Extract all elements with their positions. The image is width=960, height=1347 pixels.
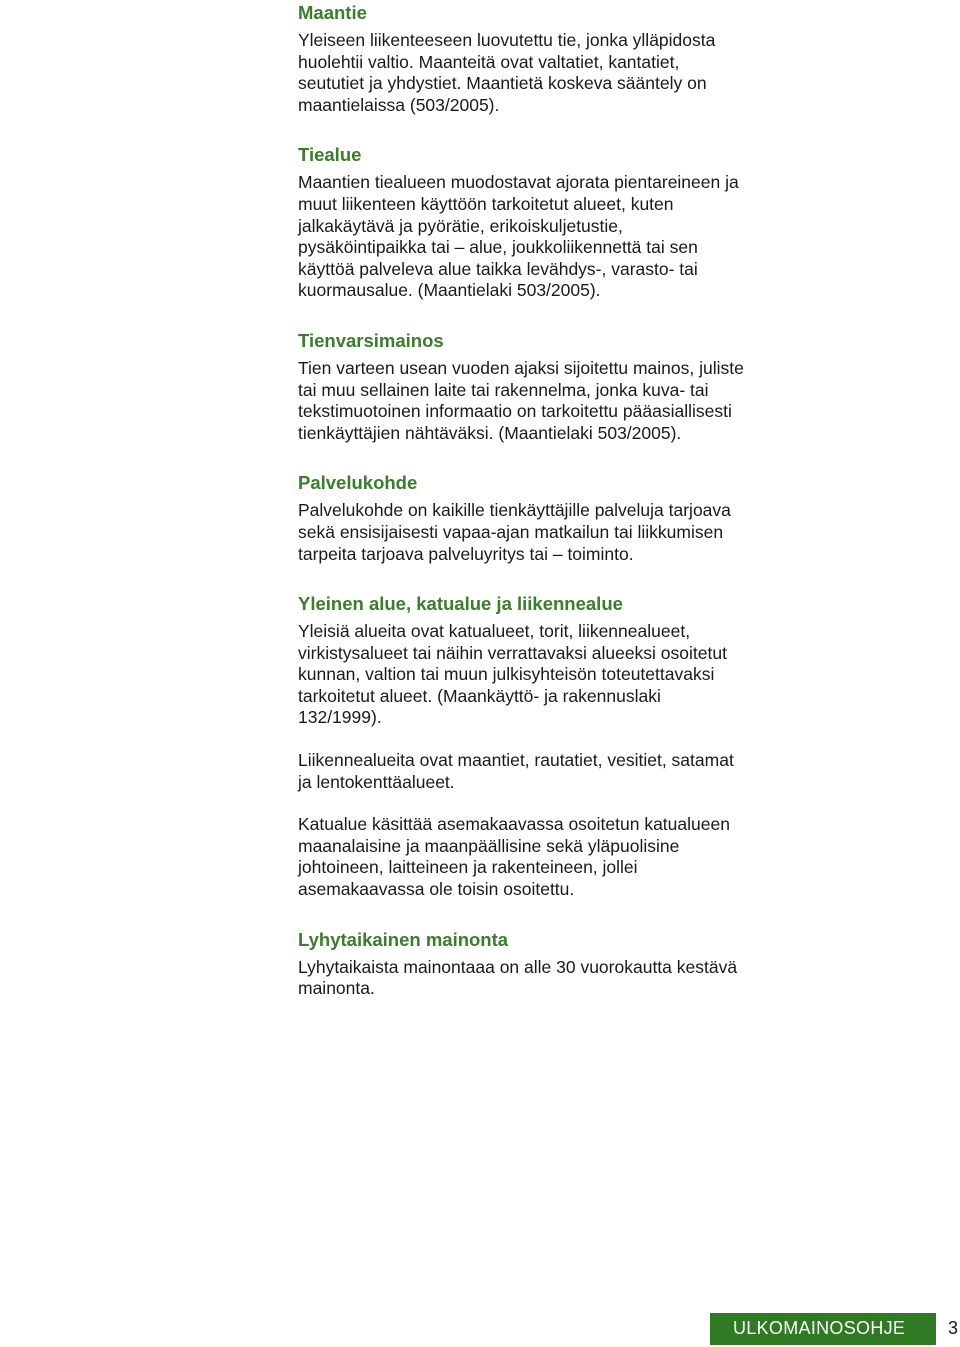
section-heading: Lyhytaikainen mainonta (298, 928, 509, 950)
section-tienvarsimainos (298, 330, 748, 444)
section-heading: Palvelukohde (298, 472, 418, 494)
section-palvelukohde (298, 472, 748, 565)
section-paragraph: Palvelukohde on kaikille tienkäyttäjille palveluja tarjoava sekä ensisijaisesti vapaa-ajan matkailun tai liikkumisen tarpeita tarjoava palveluyritys tai – toiminto. (298, 500, 731, 564)
section-maantie (298, 2, 748, 116)
footer-title: ULKOMAINOSOHJE (733, 1318, 906, 1338)
section-tiealue (298, 144, 748, 302)
section-paragraph: Liikennealueita ovat maantiet, rautatiet, vesitiet, satamat ja lentokenttäalueet. (298, 750, 734, 792)
section-paragraph: Yleisiä alueita ovat katualueet, torit, liikennealueet, virkistysalueet tai näihin verrattavaksi alueeksi osoitetut kunnan, valtion tai muun julkisyhteisön toteutettavaksi tarkoitetut alueet. (Maankäyttö- ja rakennuslaki 132/1999). (298, 621, 727, 728)
section-heading: Tienvarsimainos (298, 329, 444, 351)
section-paragraph: Yleiseen liikenteeseen luovutettu tie, jonka ylläpidosta huolehtii valtio. Maanteitä ovat valtatiet, kantatiet, seututiet ja yhdystiet. Maantietä koskeva sääntely on maantielaissa (503/2005). (298, 30, 716, 115)
section-heading: Yleinen alue, katualue ja liikennealue (298, 593, 623, 615)
section-heading: Maantie (298, 2, 367, 23)
section-paragraph: Lyhytaikaista mainontaaa on alle 30 vuorokautta kestävä mainonta. (298, 956, 738, 999)
page-number: 3 (948, 1318, 959, 1338)
section-yleinen-alue (298, 593, 748, 901)
document-body (298, 2, 748, 1028)
section-paragraph: Tien varteen usean vuoden ajaksi sijoitettu mainos, juliste tai muu sellainen laite tai rakennelma, jonka kuva- tai tekstimuotoinen informaatio on tarkoitettu pääasiallisesti tienkäyttäjien nähtäväksi. (Maantielaki 503/2005). (298, 357, 744, 443)
section-paragraph: Katualue käsittää asemakaavassa osoitetun katualueen maanalaisine ja maanpäällisine sekä yläpuolisine johtoineen, laitteineen ja rakenteineen, jollei asemakaavassa ole toisin osoitettu. (298, 814, 730, 900)
section-lyhytaikainen-mainonta (298, 929, 748, 1000)
section-paragraph: Maantien tiealueen muodostavat ajorata pientareineen ja muut liikenteen käyttöön tarkoitetut alueet, kuten jalkakäytävä ja pyörätie, erikoiskuljetustie, pysäköintipaikka tai – alue, joukkoliikennettä tai sen käyttöä palveleva alue taikka levähdys-, varasto- tai kuormausalue. (Maantielaki 503/2005). (298, 172, 739, 301)
section-heading: Tiealue (298, 144, 362, 166)
